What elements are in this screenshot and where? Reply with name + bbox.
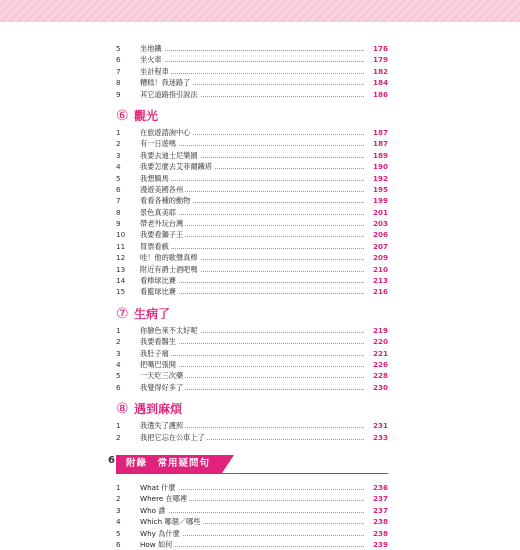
entry-number: 1 [116, 421, 121, 431]
section-title: 遇到麻煩 [134, 402, 183, 417]
section-title: 生病了 [134, 306, 171, 321]
dot-leader [140, 180, 364, 181]
entry-title: 糟糕！我迷路了 [140, 78, 191, 88]
entry-number: 4 [116, 162, 121, 172]
toc-entry [116, 420, 388, 431]
entry-page-number: 213 [372, 276, 388, 286]
entry-page-number: 203 [372, 219, 388, 229]
toc-entry [116, 348, 388, 359]
toc-list-trouble [116, 420, 388, 443]
section-number: ⑦ [116, 305, 129, 322]
toc-list-sightseeing [116, 127, 388, 298]
entry-number: 5 [116, 528, 121, 538]
entry-number: 5 [116, 173, 121, 183]
entry-title: 坐地鐵 [140, 44, 162, 53]
toc-entry [116, 138, 388, 149]
entry-number: 3 [116, 505, 121, 515]
entry-number: 4 [116, 359, 121, 369]
entry-title: Why 為什麼 [140, 528, 180, 538]
entry-page-number: 176 [372, 44, 388, 53]
entry-title: 看看各種的動物 [140, 196, 191, 206]
entry-title: 你臉色來不太好呢 [140, 325, 198, 335]
entry-title: 我覺得好多了 [140, 382, 184, 392]
toc-entry [116, 325, 388, 336]
entry-number: 14 [116, 276, 126, 286]
entry-page-number: 187 [372, 127, 388, 137]
entry-page-number: 237 [372, 494, 388, 504]
toc-entry [116, 275, 388, 286]
entry-number: 3 [116, 348, 121, 358]
entry-page-number: 206 [372, 230, 388, 240]
toc-entry [116, 66, 388, 77]
toc-entry [116, 195, 388, 206]
entry-number: 2 [116, 432, 121, 442]
entry-title: 把嘴巴張開 [140, 359, 176, 369]
entry-number: 6 [116, 55, 121, 65]
section-heading-sightseeing [116, 106, 388, 126]
section-heading-trouble [116, 399, 388, 419]
toc-entry [116, 286, 388, 297]
entry-title: 哇！他的歌聲真棒 [140, 253, 198, 263]
toc-entry [116, 482, 388, 493]
entry-page-number: 179 [372, 55, 388, 65]
toc-entry [116, 528, 388, 539]
entry-title: 在旅遊諮詢中心 [140, 127, 191, 137]
entry-number: 3 [116, 150, 121, 160]
entry-number: 15 [116, 287, 126, 297]
toc-entry [116, 173, 388, 184]
entry-page-number: 184 [372, 78, 388, 88]
entry-title: 附近有爵士酒吧嗎 [140, 264, 198, 274]
entry-title: 坐火車 [140, 55, 162, 65]
entry-number: 9 [116, 89, 121, 99]
entry-page-number: 209 [372, 253, 388, 263]
entry-page-number: 192 [372, 173, 388, 183]
entry-page-number: 189 [372, 150, 388, 160]
entry-page-number: 238 [372, 528, 388, 538]
dot-leader [140, 355, 364, 356]
entry-page-number: 233 [372, 432, 388, 442]
toc-entry [116, 43, 388, 54]
table-of-contents [116, 43, 388, 550]
toc-entry [116, 161, 388, 172]
entry-number: 2 [116, 337, 121, 347]
entry-title: 帶老外玩台灣 [140, 219, 184, 229]
entry-title: 我肚子痛 [140, 348, 169, 358]
entry-title: 我要看醫生 [140, 337, 176, 347]
entry-number: 7 [116, 196, 121, 206]
dot-leader [140, 61, 364, 62]
toc-entry [116, 264, 388, 275]
entry-page-number: 219 [372, 325, 388, 335]
toc-entry [116, 539, 388, 550]
toc-entry [116, 218, 388, 229]
entry-title: 買票看戲 [140, 241, 169, 251]
dot-leader [140, 50, 364, 51]
entry-title: 我把它忘在公車上了 [140, 432, 205, 442]
entry-title: What 什麼 [140, 482, 176, 492]
entry-page-number: 186 [372, 89, 388, 99]
entry-number: 12 [116, 253, 126, 263]
entry-title: 其它道路指引說法 [140, 89, 198, 99]
toc-entry [116, 432, 388, 443]
entry-title: 我要去迪士尼樂園 [140, 150, 198, 160]
entry-number: 2 [116, 494, 121, 504]
toc-entry [116, 77, 388, 88]
toc-list-prev [116, 43, 388, 100]
entry-page-number: 210 [372, 264, 388, 274]
entry-title: 我想騎馬 [140, 173, 169, 183]
entry-page-number: 199 [372, 196, 388, 206]
entry-page-number: 195 [372, 184, 388, 194]
toc-entry [116, 229, 388, 240]
toc-entry [116, 252, 388, 263]
entry-page-number: 238 [372, 517, 388, 527]
entry-number: 8 [116, 78, 121, 88]
entry-title: Where 在哪裡 [140, 494, 188, 504]
toc-entry [116, 241, 388, 252]
entry-title: 有一日遊嗎 [140, 139, 176, 149]
entry-number: 11 [116, 241, 126, 251]
entry-title: 景色真美耶 [140, 207, 176, 217]
entry-page-number: 239 [372, 539, 388, 549]
entry-title: 我要怎麼去艾菲爾鐵塔 [140, 162, 212, 172]
entry-number: 4 [116, 517, 121, 527]
toc-entry [116, 336, 388, 347]
page-number: 6 [108, 455, 115, 466]
dot-leader [140, 512, 364, 513]
entry-number: 1 [116, 482, 121, 492]
toc-entry [116, 150, 388, 161]
entry-title: 我要看獅子王 [140, 230, 184, 240]
entry-page-number: 187 [372, 139, 388, 149]
entry-number: 5 [116, 44, 121, 53]
entry-number: 10 [116, 230, 126, 240]
entry-title: 坐計程車 [140, 66, 169, 76]
entry-page-number: 207 [372, 241, 388, 251]
entry-number: 6 [116, 184, 121, 194]
entry-title: 看棒球比賽 [140, 276, 176, 286]
toc-entry [116, 505, 388, 516]
entry-page-number: 182 [372, 66, 388, 76]
entry-title: 看籃球比賽 [140, 287, 176, 297]
entry-title: 我遺失了護照 [140, 421, 184, 431]
entry-page-number: 220 [372, 337, 388, 347]
toc-entry [116, 493, 388, 504]
toc-entry [116, 370, 388, 381]
entry-page-number: 228 [372, 371, 388, 381]
appendix-title: 附錄 常用疑問句 [116, 455, 222, 473]
toc-entry [116, 207, 388, 218]
toc-entry [116, 127, 388, 138]
entry-page-number: 190 [372, 162, 388, 172]
entry-page-number: 216 [372, 287, 388, 297]
section-number: ⑧ [116, 401, 129, 418]
section-heading-sick [116, 304, 388, 324]
entry-number: 9 [116, 219, 121, 229]
entry-page-number: 221 [372, 348, 388, 358]
dot-leader [140, 73, 364, 74]
entry-number: 6 [116, 382, 121, 392]
entry-page-number: 236 [372, 482, 388, 492]
toc-list-sick [116, 325, 388, 393]
toc-entry [116, 54, 388, 65]
toc-entry [116, 89, 388, 100]
toc-entry [116, 382, 388, 393]
toc-list-appendix [116, 482, 388, 550]
entry-number: 13 [116, 264, 126, 274]
entry-page-number: 237 [372, 505, 388, 515]
entry-number: 1 [116, 127, 121, 137]
entry-number: 7 [116, 66, 121, 76]
toc-entry [116, 359, 388, 370]
dot-leader [140, 248, 364, 249]
entry-page-number: 231 [372, 421, 388, 431]
entry-number: 6 [116, 539, 121, 549]
entry-title: 一天吃三次藥 [140, 371, 184, 381]
entry-page-number: 201 [372, 207, 388, 217]
toc-entry [116, 516, 388, 527]
entry-title: How 如何 [140, 539, 173, 549]
entry-page-number: 230 [372, 382, 388, 392]
section-number: ⑥ [116, 107, 129, 124]
section-title: 觀光 [134, 108, 159, 123]
header-decorative-band [0, 0, 520, 22]
toc-entry [116, 184, 388, 195]
entry-title: Who 誰 [140, 505, 166, 515]
entry-number: 2 [116, 139, 121, 149]
appendix-banner [116, 455, 388, 474]
entry-page-number: 226 [372, 359, 388, 369]
entry-title: Which 哪個／哪些 [140, 517, 201, 527]
entry-number: 1 [116, 325, 121, 335]
entry-number: 8 [116, 207, 121, 217]
entry-number: 5 [116, 371, 121, 381]
entry-title: 漫遊美國各州 [140, 184, 184, 194]
